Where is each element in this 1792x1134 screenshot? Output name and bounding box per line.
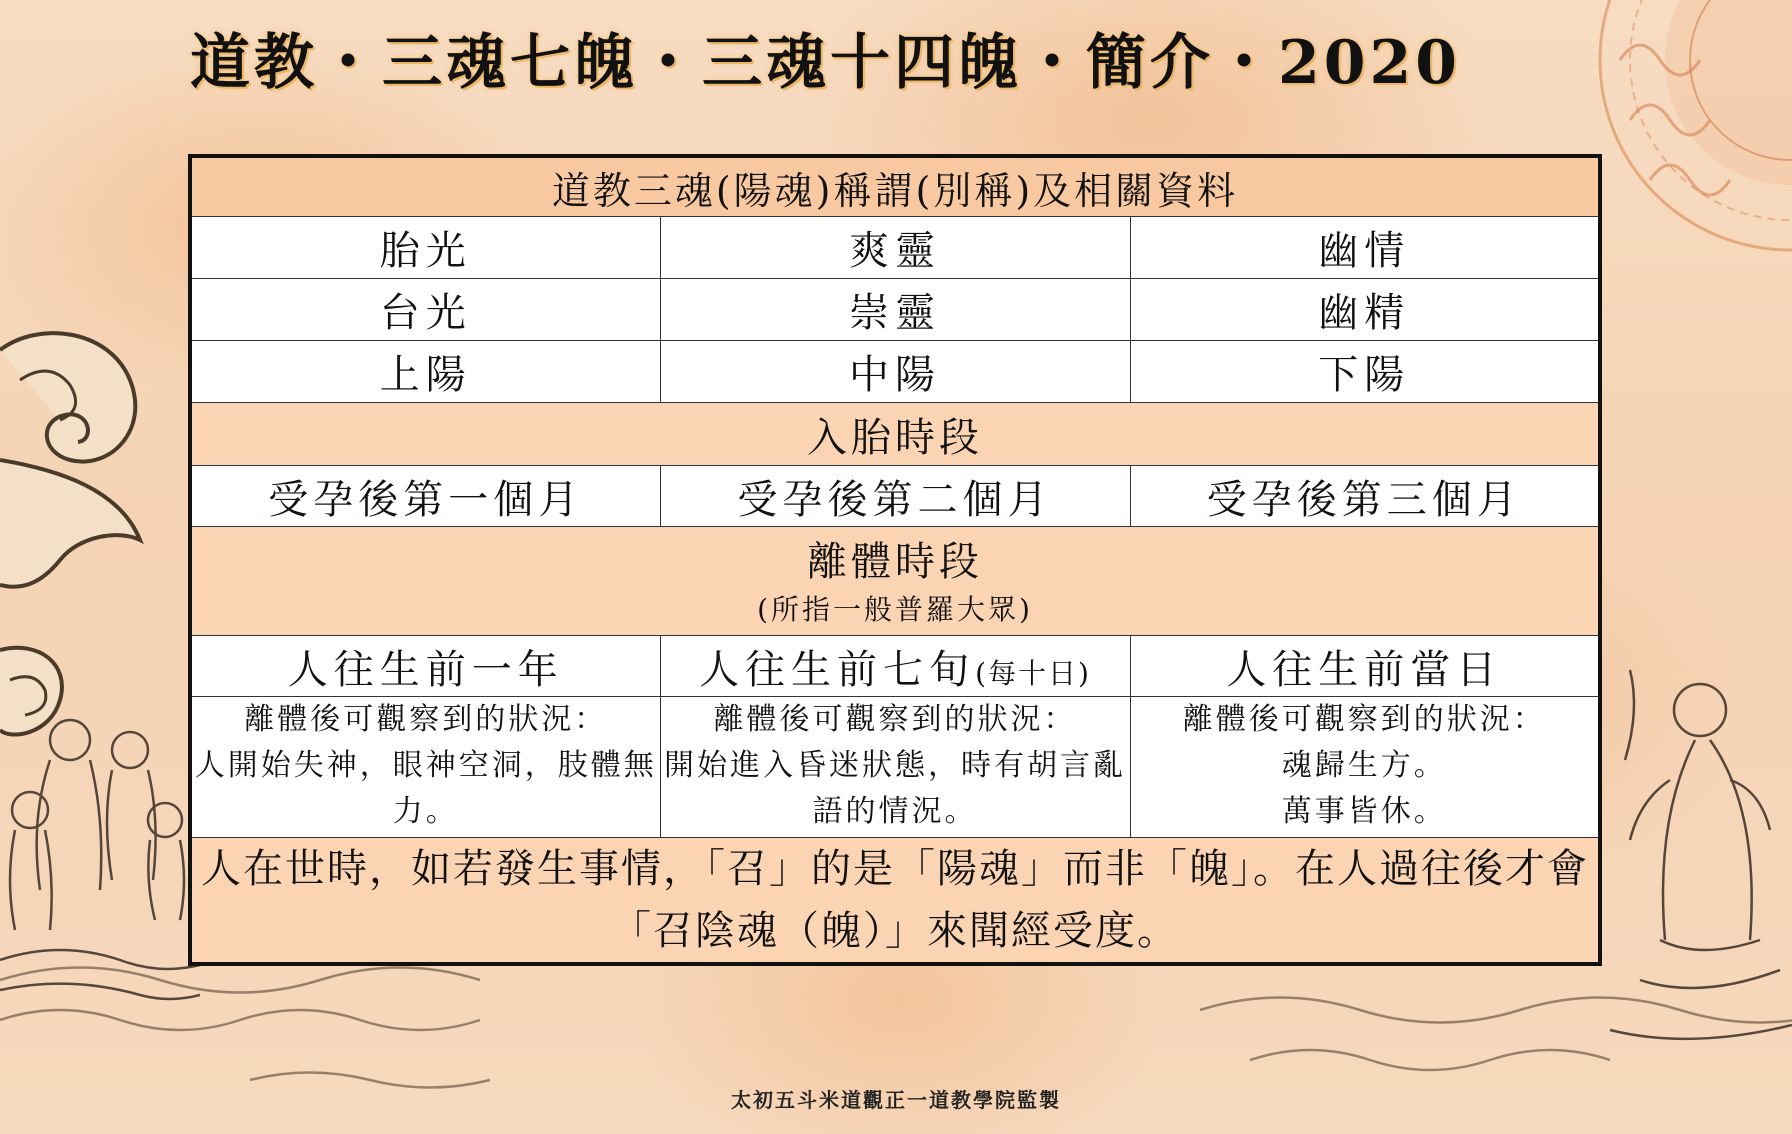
observation-text: 人開始失神，眼神空洞，肢體無力。 xyxy=(194,748,657,829)
table-row xyxy=(190,341,1600,403)
footer-credit: 太初五斗米道觀正一道教學院監製 xyxy=(731,1088,1061,1112)
soul-name-cell: 中陽 xyxy=(660,341,1130,403)
observation-label: 離體後可觀察到的狀況： xyxy=(1182,702,1546,737)
departure-title: 離體時段 xyxy=(807,539,983,585)
observation-cell xyxy=(660,697,1130,838)
table-row xyxy=(190,466,1600,527)
observation-label: 離體後可觀察到的狀況： xyxy=(713,702,1077,737)
entry-month-cell: 受孕後第三個月 xyxy=(1130,466,1600,527)
departure-time-cell xyxy=(1130,636,1600,697)
observation-cell xyxy=(190,697,660,838)
soul-name-cell: 崇靈 xyxy=(660,279,1130,341)
entry-month-cell: 受孕後第一個月 xyxy=(190,466,660,527)
observation-label: 離體後可觀察到的狀況： xyxy=(244,702,608,737)
soul-name-cell: 爽靈 xyxy=(660,217,1130,279)
three-souls-table xyxy=(188,154,1602,966)
soul-name-cell: 上陽 xyxy=(190,341,660,403)
departure-subtitle: (所指一般普羅大眾) xyxy=(757,593,1033,626)
table-row xyxy=(190,697,1600,838)
table-row xyxy=(190,636,1600,697)
observation-cell xyxy=(1130,697,1600,838)
cloud-pattern-decoration-top-right xyxy=(1590,0,1792,280)
departure-time-main: 人往生前當日 xyxy=(1226,646,1503,693)
page-title: 道教・三魂七魄・三魂十四魄・簡介・2020 xyxy=(190,28,1461,98)
departure-time-main: 人往生前一年 xyxy=(287,646,564,693)
departure-time-note: (每十日) xyxy=(975,656,1091,690)
departure-time-cell xyxy=(660,636,1130,697)
entry-month-cell: 受孕後第二個月 xyxy=(660,466,1130,527)
entry-section-header: 入胎時段 xyxy=(190,403,1600,466)
soul-name-cell: 幽情 xyxy=(1130,217,1600,279)
observation-text: 開始進入昏迷狀態，時有胡言亂語的情況。 xyxy=(664,748,1126,829)
departure-time-main: 人往生前七旬 xyxy=(699,646,976,693)
soul-name-cell: 幽精 xyxy=(1130,279,1600,341)
departure-time-cell xyxy=(190,636,660,697)
observation-text: 魂歸生方。 萬事皆休。 xyxy=(1281,748,1447,829)
summary-note: 人在世時，如若發生事情，「召」的是「陽魂」而非「魄」。在人過往後才會「召陰魂（魄）」來聞經受度。 xyxy=(190,838,1600,965)
soul-name-cell: 下陽 xyxy=(1130,341,1600,403)
table-row xyxy=(190,217,1600,279)
table-header: 道教三魂(陽魂)稱謂(別稱)及相關資料 xyxy=(190,156,1600,217)
departure-section-header xyxy=(190,527,1600,636)
soul-name-cell: 胎光 xyxy=(190,217,660,279)
soul-name-cell: 台光 xyxy=(190,279,660,341)
table-row xyxy=(190,279,1600,341)
